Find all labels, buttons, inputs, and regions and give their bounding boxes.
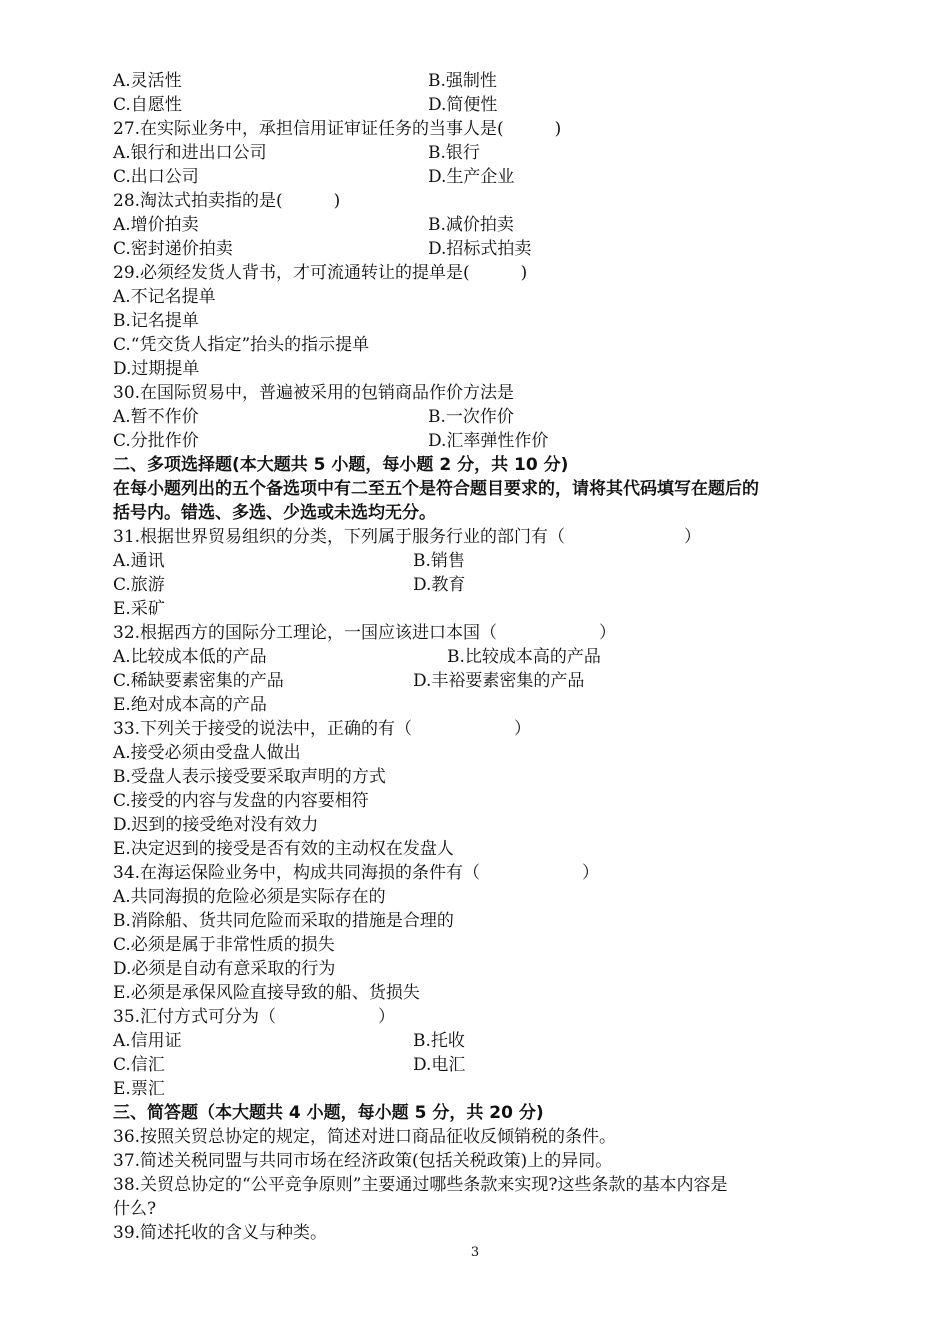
q28-option-row (113, 213, 514, 237)
q35-option-e: E.票汇 (113, 1079, 165, 1099)
q27-option-d: D.生产企业 (428, 167, 515, 187)
q26-option-b: B.强制性 (428, 71, 497, 91)
q34-stem: 34.在海运保险业务中，构成共同海损的条件有（ ） (113, 863, 600, 883)
q38-stem-continued: 什么? (113, 1199, 157, 1219)
q26-option-a: A.灵活性 (113, 71, 182, 91)
q33-option-e: E.决定迟到的接受是否有效的主动权在发盘人 (113, 839, 454, 859)
q33-stem: 33.下列关于接受的说法中，正确的有（ ） (113, 719, 532, 739)
q32-option-d: D.丰裕要素密集的产品 (413, 671, 585, 691)
q28-stem: 28.淘汰式拍卖指的是( ) (113, 191, 341, 211)
section2-instruction: 括号内。错选、多选、少选或未选均无分。 (113, 503, 436, 523)
q34-option-b: B.消除船、货共同危险而采取的措施是合理的 (113, 911, 454, 931)
q26-option-row (113, 93, 498, 117)
section2-heading: 二、多项选择题(本大题共 5 小题，每小题 2 分，共 10 分) (113, 455, 569, 475)
q35-option-row (113, 1053, 466, 1077)
q31-option-c: C.旅游 (113, 575, 165, 595)
q34-option-c: C.必须是属于非常性质的损失 (113, 935, 335, 955)
q35-option-row (113, 1029, 465, 1053)
q31-option-row (113, 549, 465, 573)
q31-option-a: A.通讯 (113, 551, 165, 571)
q27-option-row (113, 165, 515, 189)
q32-option-c: C.稀缺要素密集的产品 (113, 671, 284, 691)
q32-option-a: A.比较成本低的产品 (113, 647, 267, 667)
q29-option-b: B.记名提单 (113, 311, 199, 331)
q27-option-a: A.银行和进出口公司 (113, 143, 267, 163)
q27-option-row (113, 141, 480, 165)
q28-option-b: B.减价拍卖 (428, 215, 514, 235)
q28-option-c: C.密封递价拍卖 (113, 239, 233, 259)
q31-option-b: B.销售 (413, 551, 465, 571)
q26-option-row (113, 69, 497, 93)
q34-option-a: A.共同海损的危险必须是实际存在的 (113, 887, 386, 907)
q35-option-a: A.信用证 (113, 1031, 182, 1051)
q35-option-d: D.电汇 (413, 1055, 466, 1075)
section2-instruction: 在每小题列出的五个备选项中有二至五个是符合题目要求的，请将其代码填写在题后的 (113, 479, 759, 499)
q35-option-c: C.信汇 (113, 1055, 165, 1075)
q30-option-d: D.汇率弹性作价 (428, 431, 549, 451)
q31-option-d: D.教育 (413, 575, 466, 595)
q27-option-c: C.出口公司 (113, 167, 199, 187)
q35-option-b: B.托收 (413, 1031, 465, 1051)
q29-option-d: D.过期提单 (113, 359, 200, 379)
q32-stem: 32.根据西方的国际分工理论，一国应该进口本国（ ） (113, 623, 617, 643)
q29-option-c: C.“凭交货人指定”抬头的指示提单 (113, 335, 370, 355)
q27-stem: 27.在实际业务中，承担信用证审证任务的当事人是( ) (113, 119, 562, 139)
q30-stem: 30.在国际贸易中，普遍被采用的包销商品作价方法是 (113, 383, 515, 403)
q35-stem: 35.汇付方式可分为（ ） (113, 1007, 396, 1027)
q32-option-row (113, 669, 585, 693)
page-number: 3 (470, 1245, 480, 1260)
q29-stem: 29.必须经发货人背书，才可流通转让的提单是( ) (113, 263, 528, 283)
q37-stem: 37.简述关税同盟与共同市场在经济政策(包括关税政策)上的异同。 (113, 1151, 613, 1171)
q33-option-a: A.接受必须由受盘人做出 (113, 743, 301, 763)
q33-option-c: C.接受的内容与发盘的内容要相符 (113, 791, 369, 811)
q31-option-e: E.采矿 (113, 599, 165, 619)
q31-stem: 31.根据世界贸易组织的分类，下列属于服务行业的部门有（ ） (113, 527, 702, 547)
q30-option-b: B.一次作价 (428, 407, 514, 427)
q34-option-d: D.必须是自动有意采取的行为 (113, 959, 336, 979)
q30-option-c: C.分批作价 (113, 431, 199, 451)
q26-option-c: C.自愿性 (113, 95, 182, 115)
q30-option-row (113, 429, 549, 453)
q34-option-e: E.必须是承保风险直接导致的船、货损失 (113, 983, 420, 1003)
q33-option-d: D.迟到的接受绝对没有效力 (113, 815, 319, 835)
q32-option-e: E.绝对成本高的产品 (113, 695, 267, 715)
q36-stem: 36.按照关贸总协定的规定，简述对进口商品征收反倾销税的条件。 (113, 1127, 617, 1147)
q32-option-b: B.比较成本高的产品 (447, 647, 601, 667)
q26-option-d: D.简便性 (428, 95, 498, 115)
q31-option-row (113, 573, 466, 597)
q29-option-a: A.不记名提单 (113, 287, 216, 307)
q28-option-a: A.增价拍卖 (113, 215, 199, 235)
q28-option-row (113, 237, 532, 261)
q27-option-b: B.银行 (428, 143, 480, 163)
q38-stem: 38.关贸总协定的“公平竞争原则”主要通过哪些条款来实现?这些条款的基本内容是 (113, 1175, 728, 1195)
q32-option-row (113, 645, 601, 669)
q33-option-b: B.受盘人表示接受要采取声明的方式 (113, 767, 386, 787)
q39-stem: 39.简述托收的含义与种类。 (113, 1223, 328, 1243)
q28-option-d: D.招标式拍卖 (428, 239, 532, 259)
q30-option-a: A.暂不作价 (113, 407, 199, 427)
q30-option-row (113, 405, 514, 429)
section3-heading: 三、简答题（本大题共 4 小题，每小题 5 分，共 20 分) (113, 1103, 544, 1123)
